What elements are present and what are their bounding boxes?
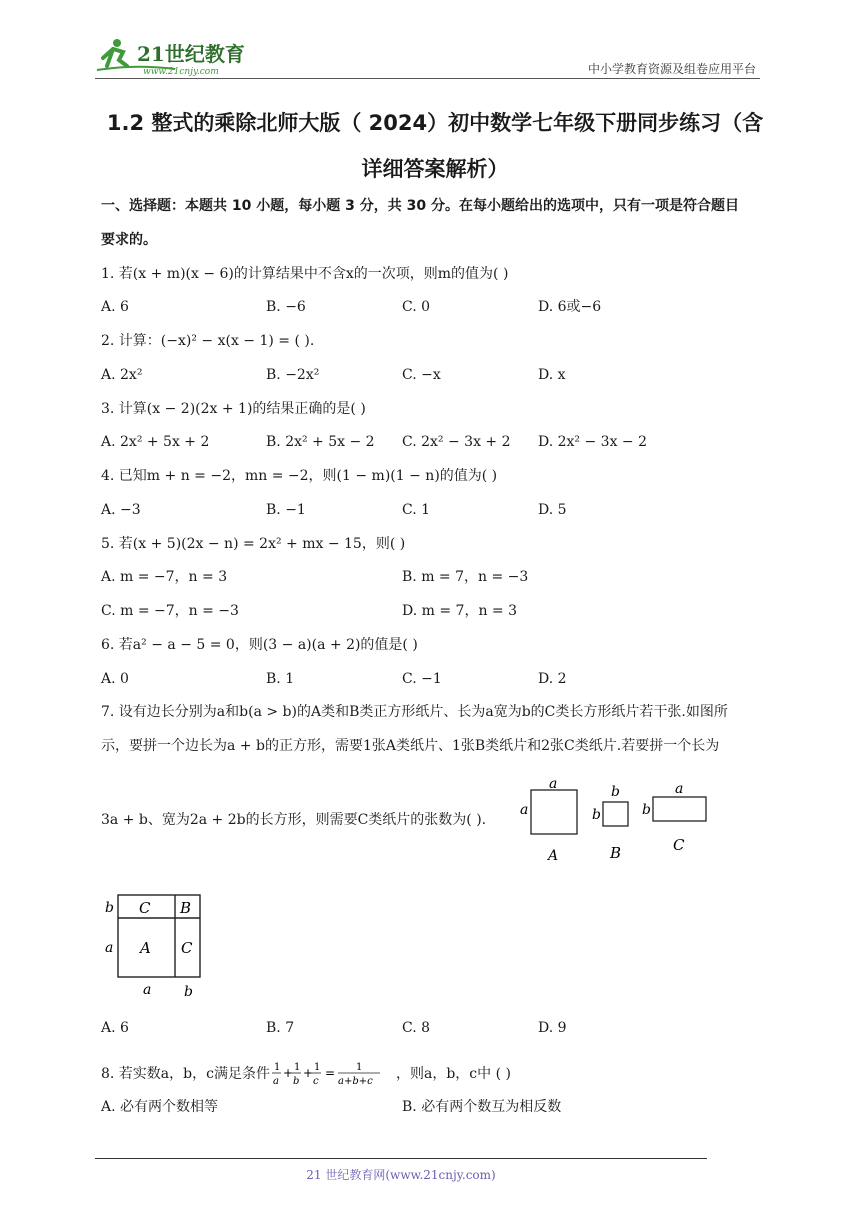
footer-divider [95, 1158, 707, 1159]
q2-option-a: A. 2x² [101, 367, 143, 383]
section-heading-line-2: 要求的。 [101, 232, 157, 248]
question-3-stem: 3. 计算(x − 2)(2x + 1)的结果正确的是( ) [101, 401, 366, 417]
tile-b-left-label: b [592, 807, 601, 823]
q3-option-b: B. 2x² + 5x − 2 [266, 434, 375, 450]
tile-c-name: C [673, 836, 685, 854]
q6-option-c: C. −1 [402, 671, 442, 687]
q3-option-c: C. 2x² − 3x + 2 [402, 434, 511, 450]
tile-a-name: A [548, 848, 559, 864]
question-5-stem: 5. 若(x + 5)(2x − n) = 2x² + mx − 15，则( ) [101, 536, 406, 552]
q1-option-d: D. 6或−6 [538, 299, 602, 315]
cell-a: A [140, 939, 151, 957]
q8-stem-prefix: 8. 若实数a，b，c满足条件 [101, 1066, 270, 1082]
svg-text:+: + [302, 1066, 314, 1080]
q6-option-d: D. 2 [538, 671, 567, 687]
tile-b-name: B [610, 844, 622, 862]
q7-option-d: D. 9 [538, 1020, 567, 1036]
q7-option-b: B. 7 [266, 1020, 295, 1036]
cell-c-right: C [181, 939, 193, 957]
q8-stem-suffix: ，则a，b，c中 ( ) [395, 1066, 511, 1082]
question-1-stem: 1. 若(x + m)(x − 6)的计算结果中不含x的一次项，则m的值为( ) [101, 266, 509, 282]
q4-option-c: C. 1 [402, 502, 431, 518]
frac3-num: 1 [313, 1062, 321, 1073]
tile-b-top-label: b [611, 784, 620, 800]
frac2-num: 1 [293, 1062, 301, 1073]
question-2-stem: 2. 计算：(−x)² − x(x − 1) = ( ). [101, 333, 315, 349]
q1-option-b: B. −6 [266, 299, 306, 315]
runner-logo-icon [95, 36, 265, 78]
q7-option-a: A. 6 [101, 1020, 129, 1036]
question-7-stem-line-2: 示，要拼一个边长为a + b的正方形，需要1张A类纸片、1张B类纸片和2张C类纸片.若要拼一个长为 [101, 738, 720, 754]
q4-option-b: B. −1 [266, 502, 306, 518]
svg-text:=: = [324, 1066, 336, 1080]
site-logo [95, 36, 265, 78]
q5-option-c: C. m = −7，n = −3 [101, 603, 239, 619]
q6-option-a: A. 0 [101, 671, 129, 687]
frac1-den: a [272, 1076, 279, 1087]
frac2-den: b [292, 1076, 300, 1087]
tiles-figure [518, 776, 718, 866]
cell-b: B [180, 899, 192, 917]
q6-option-b: B. 1 [266, 671, 295, 687]
header-divider [95, 78, 760, 79]
title-line-1: 1.2 整式的乘除北师大版（ 2024）初中数学七年级下册同步练习（含 [106, 111, 764, 135]
tile-c-top-label: a [675, 781, 684, 797]
footer-link[interactable]: 21 世纪教育网(www.21cnjy.com) [306, 1168, 496, 1182]
q5-option-b: B. m = 7，n = −3 [402, 569, 529, 585]
bottom-label-b: b [184, 984, 193, 1000]
q5-option-d: D. m = 7，n = 3 [402, 603, 517, 619]
q1-option-a: A. 6 [101, 299, 129, 315]
tile-c-left-label: b [642, 802, 651, 818]
q2-option-c: C. −x [402, 367, 441, 383]
svg-text:a+b+c: a+b+c [337, 1076, 373, 1087]
q8-option-a: A. 必有两个数相等 [101, 1099, 219, 1115]
q4-option-a: A. −3 [101, 502, 141, 518]
q1-option-c: C. 0 [402, 299, 431, 315]
tile-b-square [603, 802, 628, 826]
tile-c-rect [653, 797, 706, 821]
svg-text:+: + [282, 1066, 294, 1080]
logo-text: 21世纪教育 [137, 42, 245, 66]
frac4-num: 1 [355, 1062, 363, 1073]
question-4-stem: 4. 已知m + n = −2，mn = −2，则(1 − m)(1 − n)的值为( ) [101, 468, 498, 484]
cell-c-top: C [139, 899, 151, 917]
left-label-a: a [105, 940, 114, 956]
question-7-stem-line-3: 3a + b、宽为2a + 2b的长方形，则需要C类纸片的张数为( ). [101, 812, 487, 828]
left-label-b: b [105, 900, 114, 916]
question-7-stem-line-1: 7. 设有边长分别为a和b(a > b)的A类和B类正方形纸片、长为a宽为b的C类长方形纸片若干张.如图所 [101, 704, 728, 720]
q7-option-c: C. 8 [402, 1020, 431, 1036]
q8-option-b: B. 必有两个数互为相反数 [402, 1099, 562, 1115]
q3-option-d: D. 2x² − 3x − 2 [538, 434, 648, 450]
tile-a-left-label: a [520, 802, 529, 818]
frac3-den: C [312, 1076, 319, 1087]
logo-url: www.21cnjy.com [143, 67, 219, 77]
bottom-label-a: a [143, 982, 152, 998]
q3-option-a: A. 2x² + 5x + 2 [101, 434, 210, 450]
title-line-2: 详细答案解析） [361, 157, 509, 181]
question-8-stem [101, 1059, 511, 1089]
q2-option-d: D. x [538, 367, 566, 383]
q5-option-a: A. m = −7，n = 3 [101, 569, 228, 585]
question-6-stem: 6. 若a² − a − 5 = 0，则(3 − a)(a + 2)的值是( ) [101, 637, 418, 653]
q8-fraction-equation [272, 1059, 394, 1089]
q2-option-b: B. −2x² [266, 367, 320, 383]
platform-name: 中小学教育资源及组卷应用平台 [587, 62, 756, 76]
q4-option-d: D. 5 [538, 502, 567, 518]
document-title [95, 100, 775, 192]
section-heading-line-1: 一、选择题：本题共 10 小题，每小题 3 分，共 30 分。在每小题给出的选项中，只有一项是符合题目 [101, 198, 739, 214]
tile-a-square [531, 790, 577, 834]
tile-a-top-label: a [549, 776, 558, 792]
frac1-num: 1 [273, 1062, 281, 1073]
assembled-square-figure [102, 890, 212, 1002]
